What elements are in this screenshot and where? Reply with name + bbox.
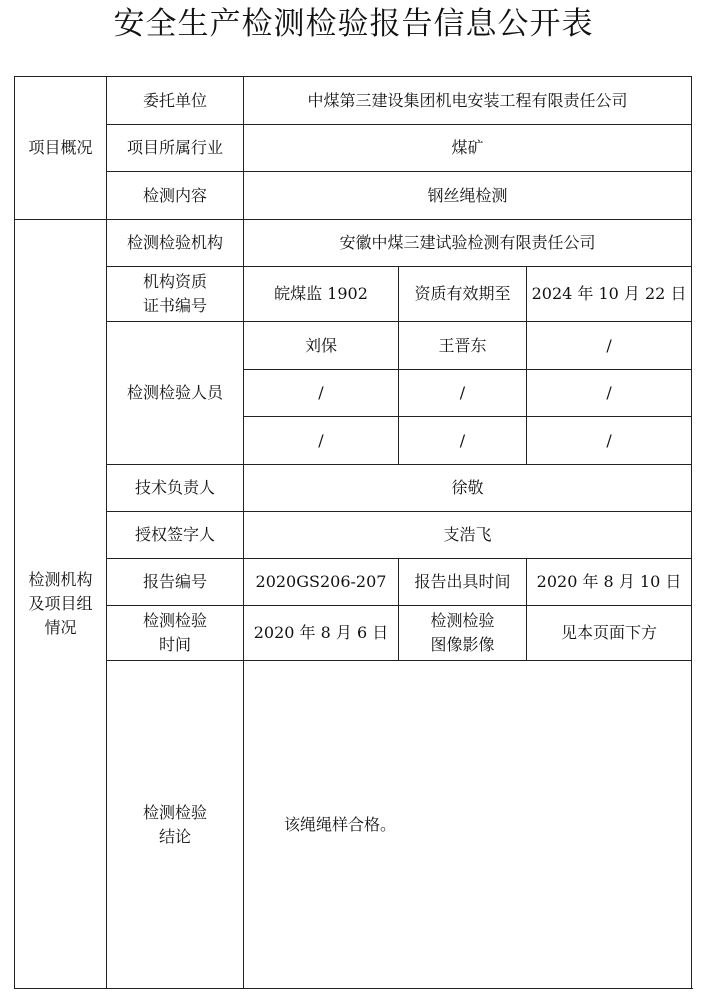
images-value: 见本页面下方 bbox=[527, 606, 692, 661]
validity-label: 资质有效期至 bbox=[399, 267, 527, 322]
personnel-cell: / bbox=[399, 417, 527, 465]
content-label: 检测内容 bbox=[107, 172, 244, 220]
report-table bbox=[14, 76, 692, 989]
issue-time-label: 报告出具时间 bbox=[399, 559, 527, 606]
client-value: 中煤第三建设集团机电安装工程有限责任公司 bbox=[244, 77, 692, 125]
table-row bbox=[15, 220, 692, 267]
cert-value: 皖煤监 1902 bbox=[244, 267, 399, 322]
table-row bbox=[15, 512, 692, 559]
table-row bbox=[15, 559, 692, 606]
report-no-value: 2020GS206-207 bbox=[244, 559, 399, 606]
personnel-cell: / bbox=[527, 370, 692, 417]
personnel-cell: / bbox=[527, 322, 692, 370]
personnel-label: 检测检验人员 bbox=[107, 322, 244, 465]
table-row bbox=[15, 465, 692, 512]
validity-value: 2024 年 10 月 22 日 bbox=[527, 267, 692, 322]
table-row bbox=[15, 322, 692, 370]
personnel-cell: / bbox=[527, 417, 692, 465]
issue-time-value: 2020 年 8 月 10 日 bbox=[527, 559, 692, 606]
client-label: 委托单位 bbox=[107, 77, 244, 125]
personnel-cell: / bbox=[399, 370, 527, 417]
report-no-label: 报告编号 bbox=[107, 559, 244, 606]
page-title: 安全生产检测检验报告信息公开表 bbox=[113, 6, 594, 42]
table-row bbox=[15, 267, 692, 322]
tech-lead-label: 技术负责人 bbox=[107, 465, 244, 512]
conclusion-label: 检测检验 结论 bbox=[107, 661, 244, 989]
content-value: 钢丝绳检测 bbox=[244, 172, 692, 220]
images-label: 检测检验 图像影像 bbox=[399, 606, 527, 661]
org-value: 安徽中煤三建试验检测有限责任公司 bbox=[244, 220, 692, 267]
personnel-cell: 王晋东 bbox=[399, 322, 527, 370]
test-time-label: 检测检验 时间 bbox=[107, 606, 244, 661]
test-time-value: 2020 年 8 月 6 日 bbox=[244, 606, 399, 661]
industry-value: 煤矿 bbox=[244, 125, 692, 172]
tech-lead-value: 徐敬 bbox=[244, 465, 692, 512]
org-label: 检测检验机构 bbox=[107, 220, 244, 267]
section-agency: 检测机构 及项目组 情况 bbox=[15, 220, 107, 989]
personnel-cell: / bbox=[244, 370, 399, 417]
section-project-overview: 项目概况 bbox=[15, 77, 107, 220]
table-row bbox=[15, 661, 692, 989]
signer-label: 授权签字人 bbox=[107, 512, 244, 559]
industry-label: 项目所属行业 bbox=[107, 125, 244, 172]
table-row bbox=[15, 125, 692, 172]
signer-value: 支浩飞 bbox=[244, 512, 692, 559]
cert-label: 机构资质 证书编号 bbox=[107, 267, 244, 322]
personnel-cell: / bbox=[244, 417, 399, 465]
conclusion-text: 该绳绳样合格。 bbox=[244, 661, 692, 989]
table-row bbox=[15, 606, 692, 661]
personnel-cell: 刘保 bbox=[244, 322, 399, 370]
table-row bbox=[15, 77, 692, 125]
table-row bbox=[15, 172, 692, 220]
